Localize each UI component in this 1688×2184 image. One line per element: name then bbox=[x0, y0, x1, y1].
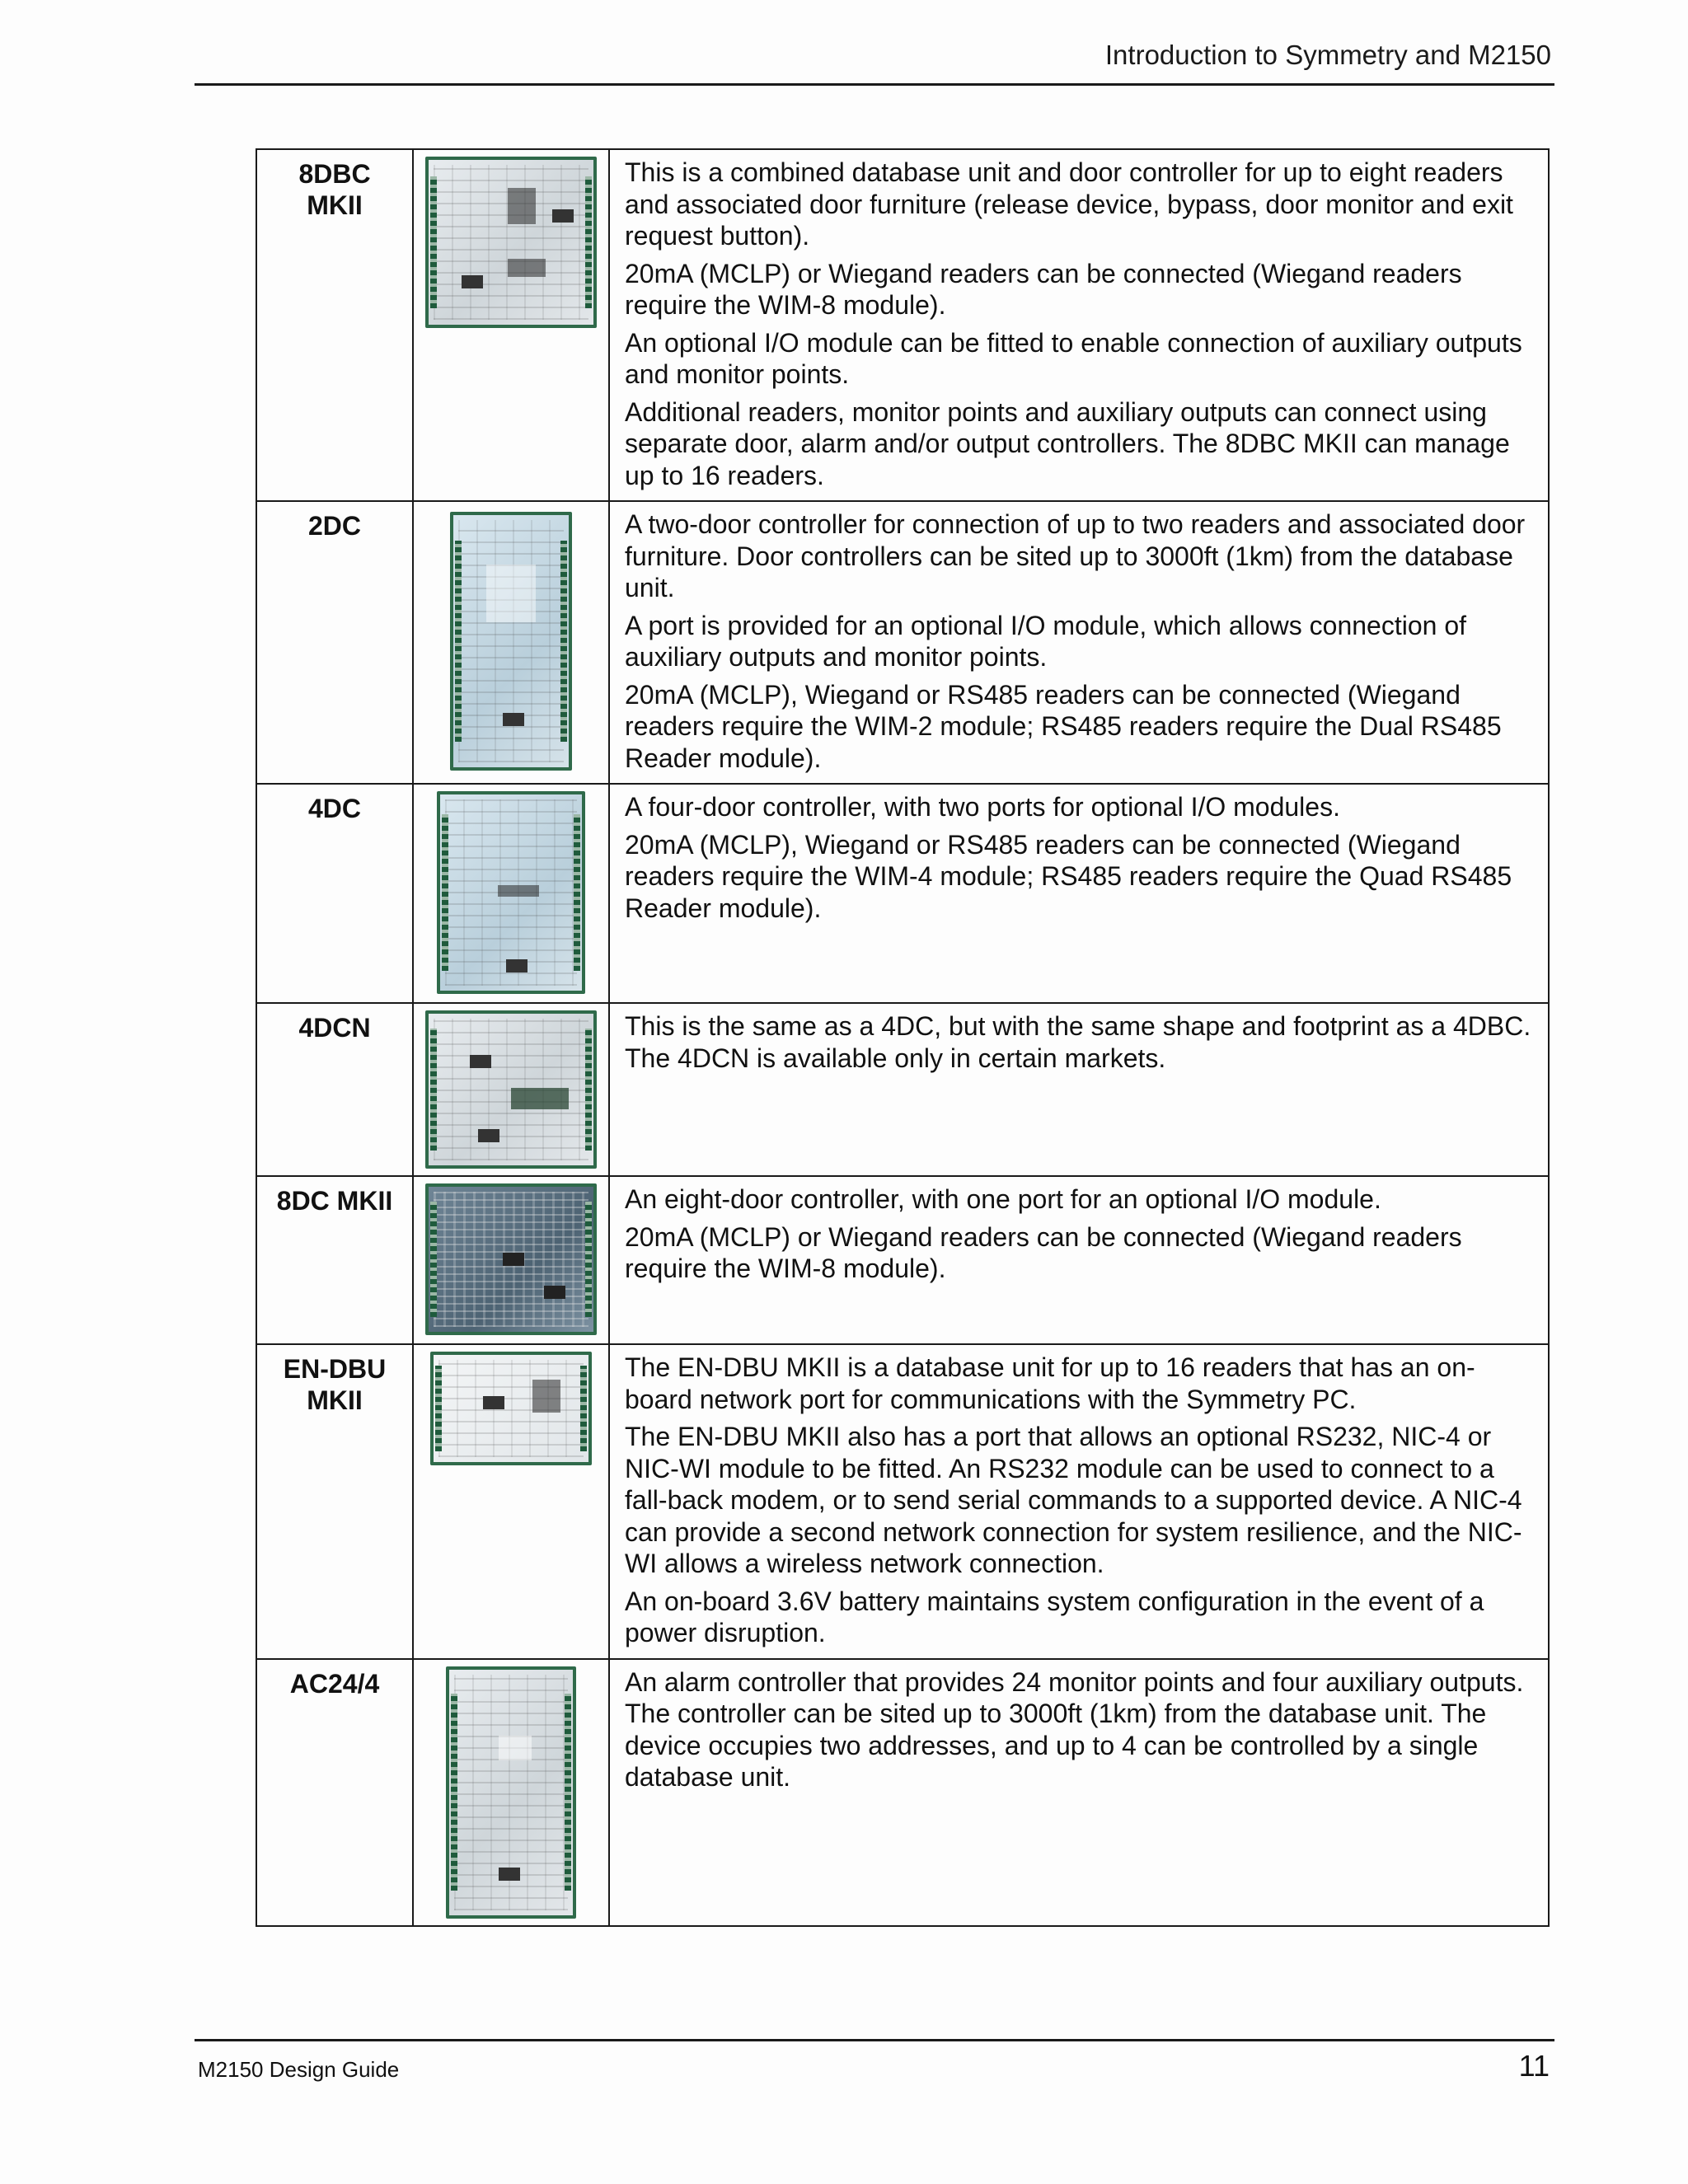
device-photo bbox=[425, 157, 597, 328]
device-description bbox=[609, 501, 1549, 784]
page-number: 11 bbox=[1518, 2049, 1550, 2083]
device-name: 4DC bbox=[307, 794, 361, 823]
table-row bbox=[256, 501, 1549, 784]
device-image-cell bbox=[413, 784, 609, 1003]
device-photo bbox=[425, 1010, 597, 1169]
description-paragraph: This is the same as a 4DC, but with the same shape and footprint as a 4DBC. The 4DCN is available only in certain markets. bbox=[625, 1011, 1531, 1073]
device-description bbox=[609, 1344, 1549, 1659]
table-row bbox=[256, 1659, 1549, 1926]
description-paragraph: A port is provided for an optional I/O module, which allows connection of auxiliary outputs and monitor points. bbox=[625, 610, 1467, 672]
description-paragraph: A four-door controller, with two ports for optional I/O modules. bbox=[625, 792, 1340, 822]
device-image-cell bbox=[413, 501, 609, 784]
table-row bbox=[256, 1176, 1549, 1344]
description-paragraph: An eight-door controller, with one port for an optional I/O module. bbox=[625, 1184, 1381, 1214]
device-image-cell bbox=[413, 1003, 609, 1176]
device-name: AC24/4 bbox=[289, 1668, 380, 1699]
device-name-cell bbox=[256, 1176, 413, 1344]
device-description bbox=[609, 784, 1549, 1003]
description-paragraph: 20mA (MCLP) or Wiegand readers can be connected (Wiegand readers require the WIM-8 module). bbox=[625, 258, 1462, 320]
device-description bbox=[609, 1176, 1549, 1344]
device-name: EN-DBU MKII bbox=[283, 1354, 387, 1415]
device-name: 4DCN bbox=[298, 1013, 371, 1043]
description-paragraph: 20mA (MCLP), Wiegand or RS485 readers can be connected (Wiegand readers require the WIM-2 module; RS485 readers require the Dual RS485 Reader module). bbox=[625, 679, 1502, 773]
description-paragraph: The EN-DBU MKII is a database unit for up to 16 readers that has an on-board network port for communications with the Symmetry PC. bbox=[625, 1352, 1475, 1414]
table-row bbox=[256, 784, 1549, 1003]
table-row bbox=[256, 1003, 1549, 1176]
device-name: 8DBC MKII bbox=[298, 159, 371, 220]
device-photo bbox=[437, 791, 585, 994]
description-paragraph: The EN-DBU MKII also has a port that allows an optional RS232, NIC-4 or NIC-WI module to be fitted. An RS232 module can be used to connect to a fall-back modem, or to send serial commands to a supported device. A NIC-4 can provide a second network connection for system resilience, and the NIC-WI allows a wireless network connection. bbox=[625, 1422, 1522, 1578]
description-paragraph: Additional readers, monitor points and auxiliary outputs can connect using separate door, alarm and/or output controllers. The 8DBC MKII can manage up to 16 readers. bbox=[625, 396, 1510, 490]
description-paragraph: 20mA (MCLP) or Wiegand readers can be connected (Wiegand readers require the WIM-8 module). bbox=[625, 1221, 1462, 1283]
device-name-cell bbox=[256, 149, 413, 501]
table-row bbox=[256, 149, 1549, 501]
device-image-cell bbox=[413, 1176, 609, 1344]
device-name: 2DC bbox=[307, 511, 361, 541]
footer-rule bbox=[195, 2039, 1554, 2041]
device-photo bbox=[446, 1666, 576, 1919]
device-image-cell bbox=[413, 1344, 609, 1659]
device-description bbox=[609, 149, 1549, 501]
device-image-cell bbox=[413, 149, 609, 501]
device-name-cell bbox=[256, 1344, 413, 1659]
description-paragraph: An optional I/O module can be fitted to enable connection of auxiliary outputs and monitor points. bbox=[625, 327, 1522, 389]
description-paragraph: An on-board 3.6V battery maintains system configuration in the event of a power disruption. bbox=[625, 1586, 1484, 1647]
device-photo bbox=[430, 1352, 592, 1465]
device-name-cell bbox=[256, 1003, 413, 1176]
device-name: 8DC MKII bbox=[276, 1186, 393, 1216]
device-photo bbox=[425, 1183, 597, 1335]
description-paragraph: 20mA (MCLP), Wiegand or RS485 readers can be connected (Wiegand readers require the WIM-4 module; RS485 readers require the Quad RS485 Reader module). bbox=[625, 829, 1512, 923]
description-paragraph: An alarm controller that provides 24 monitor points and four auxiliary outputs. The controller can be sited up to 3000ft (1km) from the database unit. The device occupies two addresses, and up to 4 can be controlled by a single database unit. bbox=[625, 1666, 1524, 1792]
description-paragraph: This is a combined database unit and door controller for up to eight readers and associated door furniture (release device, bypass, door monitor and exit request button). bbox=[625, 157, 1513, 251]
device-photo bbox=[450, 512, 572, 771]
table-row bbox=[256, 1344, 1549, 1659]
device-name-cell bbox=[256, 501, 413, 784]
device-image-cell bbox=[413, 1659, 609, 1926]
device-name-cell bbox=[256, 1659, 413, 1926]
header-title: Introduction to Symmetry and M2150 bbox=[1104, 40, 1551, 70]
page-header bbox=[195, 40, 1554, 86]
device-table bbox=[256, 148, 1550, 1927]
device-name-cell bbox=[256, 784, 413, 1003]
device-description bbox=[609, 1659, 1549, 1926]
description-paragraph: A two-door controller for connection of up to two readers and associated door furniture. Door controllers can be sited up to 3000ft (1km) from the database unit. bbox=[625, 509, 1526, 602]
footer-document-title: M2150 Design Guide bbox=[198, 2057, 400, 2082]
device-description bbox=[609, 1003, 1549, 1176]
